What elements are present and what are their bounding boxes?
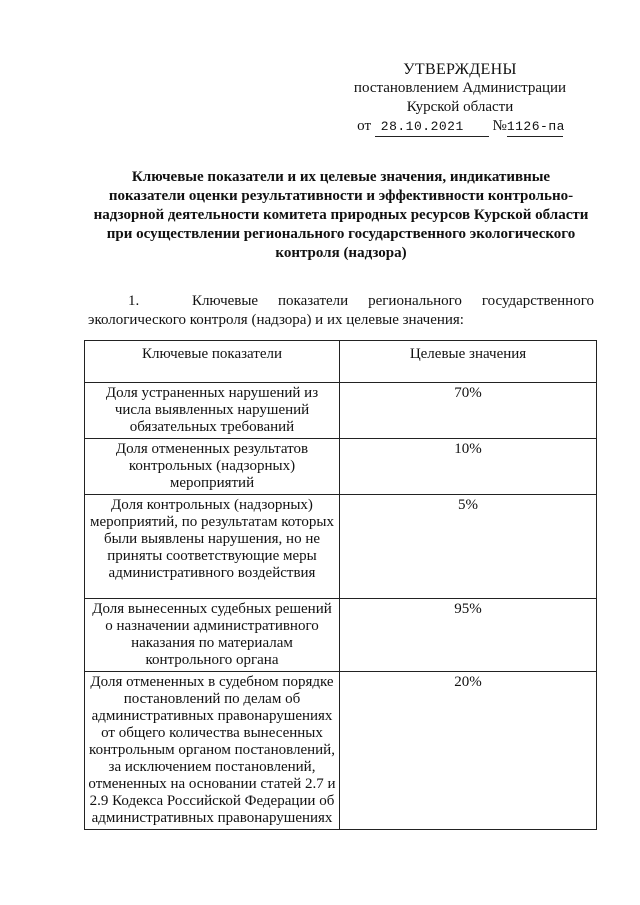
target-value-cell: 20%: [340, 672, 597, 830]
approval-heading: УТВЕРЖДЕНЫ: [403, 61, 517, 78]
section-number: 1.: [128, 293, 140, 309]
header-target-values: Целевые значения: [340, 341, 597, 383]
table-row: [85, 383, 597, 439]
approval-number: 1126-па: [506, 119, 565, 134]
title-line: надзорной деятельности комитета природных ресурсов Курской области: [93, 207, 589, 223]
target-value-cell: 95%: [340, 599, 597, 672]
intro-line-2: экологического контроля (надзора) и их целевые значения:: [88, 312, 464, 328]
title-line: контроля (надзора): [275, 245, 407, 261]
table-row: [85, 599, 597, 672]
header-indicators: Ключевые показатели: [85, 341, 340, 383]
table-header-row: [85, 341, 597, 383]
intro-text-1: Ключевые показатели регионального государственного: [191, 293, 594, 309]
date-prefix: от: [357, 118, 372, 134]
indicator-cell: Доля отмененных в судебном порядке постановлений по делам об административных правонарушениях от общего количества вынесенных контрольным органом постановлений, за исключением постановлений, отмененных на основании статей 2.7 и 2.9 Кодекса Российской Федерации об административных правонарушениях: [85, 672, 340, 830]
table-row: [85, 495, 597, 599]
indicator-cell: Доля устраненных нарушений из числа выявленных нарушений обязательных требований: [85, 383, 340, 439]
document-title: [82, 168, 600, 263]
title-line: показатели оценки результативности и эффективности контрольно-: [108, 188, 574, 204]
title-line: при осуществлении регионального государственного экологического: [106, 226, 576, 242]
table-row: [85, 439, 597, 495]
indicator-cell: Доля отмененных результатов контрольных (надзорных) мероприятий: [85, 439, 340, 495]
intro-line-1: [88, 292, 594, 311]
approval-line-1: постановлением Администрации: [353, 80, 567, 96]
approval-date-line: [330, 117, 590, 137]
target-value-cell: 5%: [340, 495, 597, 599]
target-value-cell: 70%: [340, 383, 597, 439]
approval-date: 28.10.2021: [380, 119, 464, 134]
table-row: [85, 672, 597, 830]
approval-block: [330, 60, 590, 137]
number-prefix: №: [492, 118, 507, 134]
title-line: Ключевые показатели и их целевые значения, индикативные: [131, 169, 551, 185]
indicator-cell: Доля контрольных (надзорных) мероприятий, по результатам которых были выявлены нарушения, но не приняты соответствующие меры административного воздействия: [85, 495, 340, 599]
target-value-cell: 10%: [340, 439, 597, 495]
approval-line-2: Курской области: [406, 99, 514, 115]
indicator-cell: Доля вынесенных судебных решений о назначении административного наказания по материалам контрольного органа: [85, 599, 340, 672]
section-intro: [88, 292, 594, 330]
indicators-table: [84, 340, 597, 830]
